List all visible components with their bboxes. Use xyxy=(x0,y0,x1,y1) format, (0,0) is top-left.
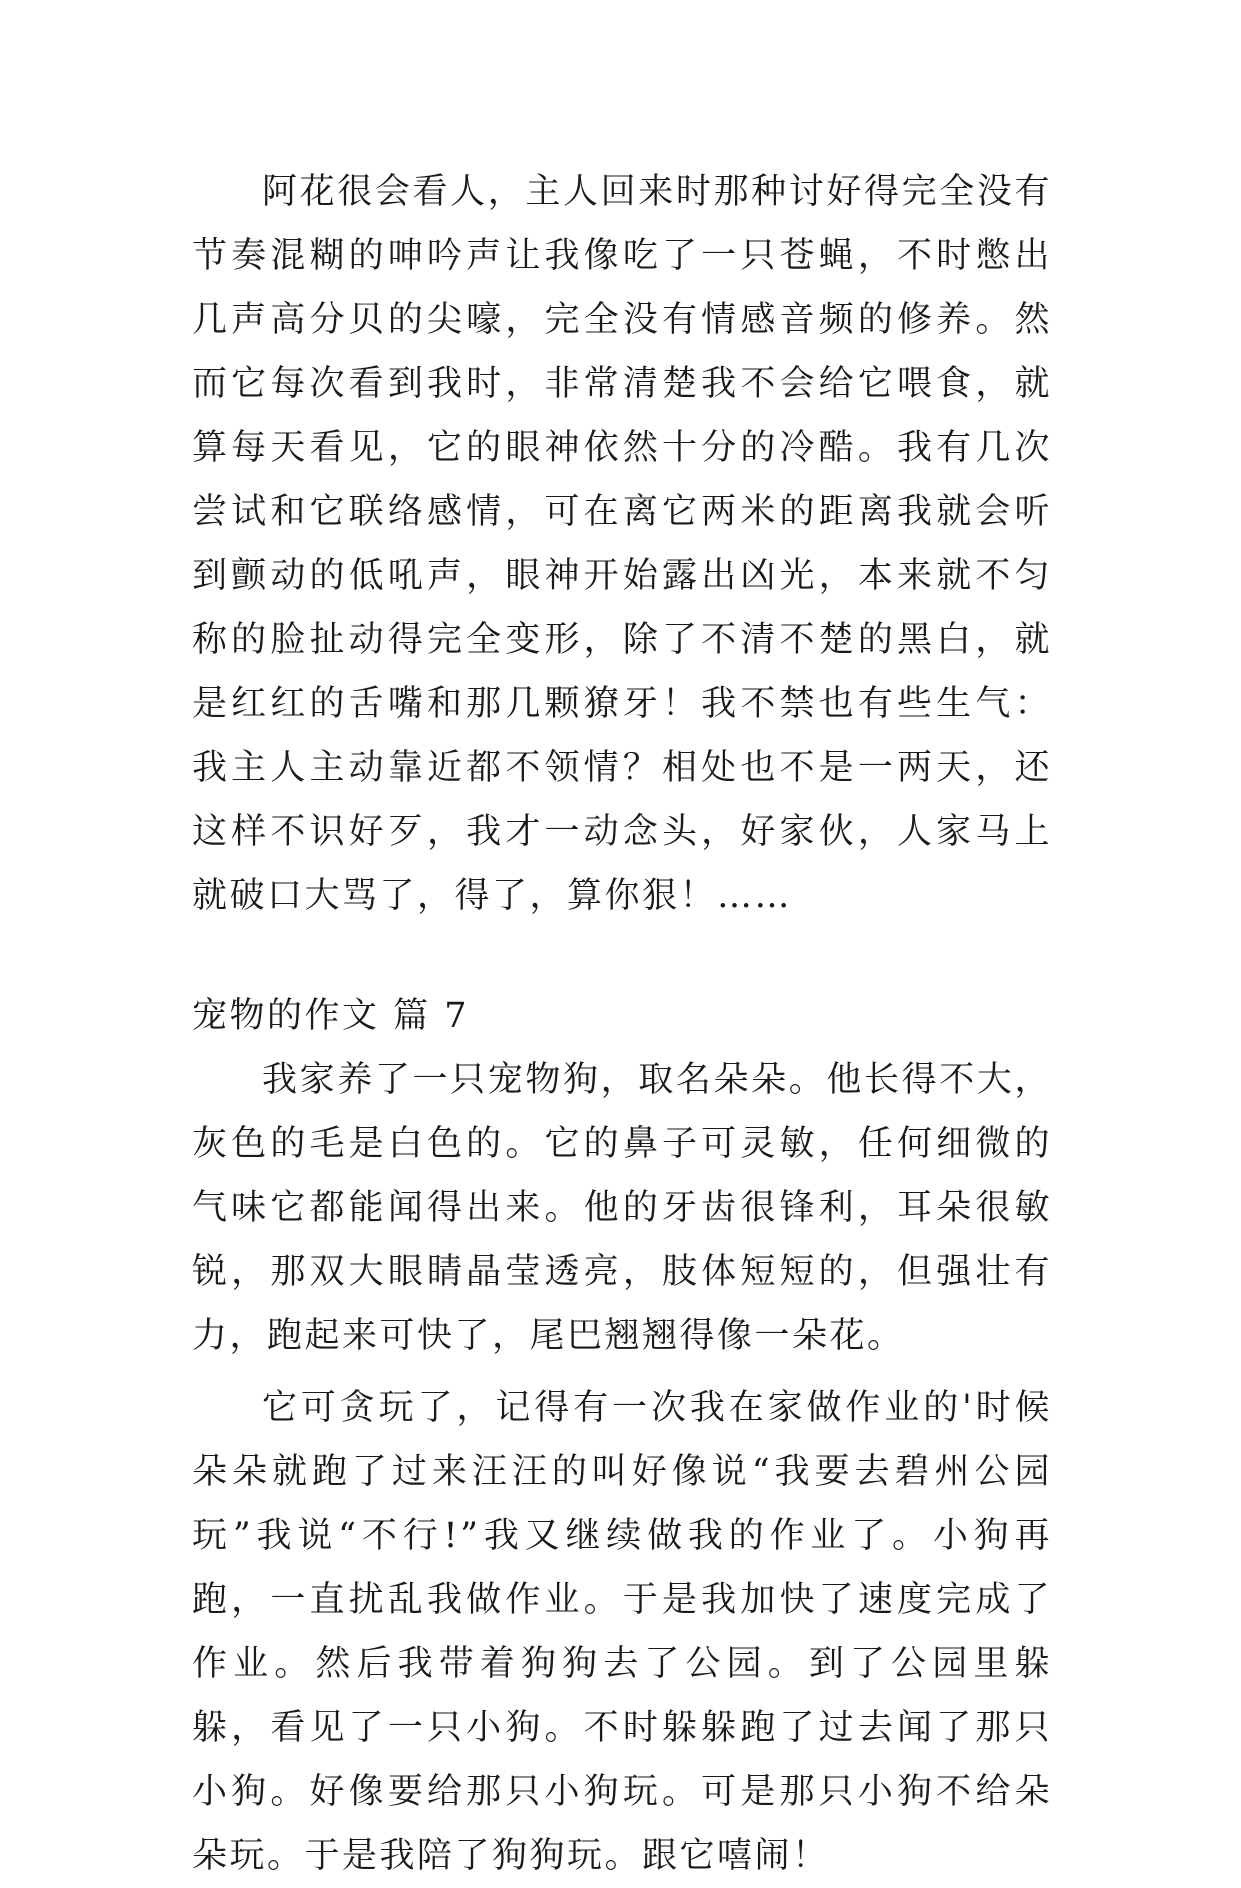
paragraph-duoduo-intro: 我家养了一只宠物狗，取名朵朵。他长得不大，灰色的毛是白色的。它的鼻子可灵敏，任何细微的气味它都能闻得出来。他的牙齿很锋利，耳朵很敏锐，那双大眼睛晶莹透亮，肢体短短的，但强壮有力，跑起来可快了，尾巴翘翘得像一朵花。 xyxy=(192,1060,1052,1356)
paragraph-ahua: 阿花很会看人，主人回来时那种讨好得完全没有节奏混糊的呻吟声让我像吃了一只苍蝇，不时憋出几声高分贝的尖嚎，完全没有情感音频的修养。然而它每次看到我时，非常清楚我不会给它喂食，就算每天看见，它的眼神依然十分的冷酷。我有几次尝试和它联络感情，可在离它两米的距离我就会听到颤动的低吼声，眼神开始露出凶光，本来就不匀称的脸扯动得完全变形，除了不清不楚的黑白，就是红红的舌嘴和那几颗獠牙！我不禁也有些生气：我主人主动靠近都不领情？相处也不是一两天，还这样不识好歹，我才一动念头，好家伙，人家马上就破口大骂了，得了，算你狠！…… xyxy=(192,172,1052,916)
section-title: 宠物的作文 篇 7 xyxy=(192,996,470,1036)
document-body xyxy=(192,160,1052,1888)
paragraph-duoduo-play: 它可贪玩了，记得有一次我在家做作业的'时候朵朵就跑了过来汪汪的叫好像说“我要去碧州公园玩”我说“不行!”我又继续做我的作业了。小狗再跑，一直扰乱我做作业。于是我加快了速度完成了作业。然后我带着狗狗去了公园。到了公园里躲躲，看见了一只小狗。不时躲躲跑了过去闻了那只小狗。好像要给那只小狗玩。可是那只小狗不给朵朵玩。于是我陪了狗狗玩。跟它嘻闹！ xyxy=(192,1388,1052,1876)
